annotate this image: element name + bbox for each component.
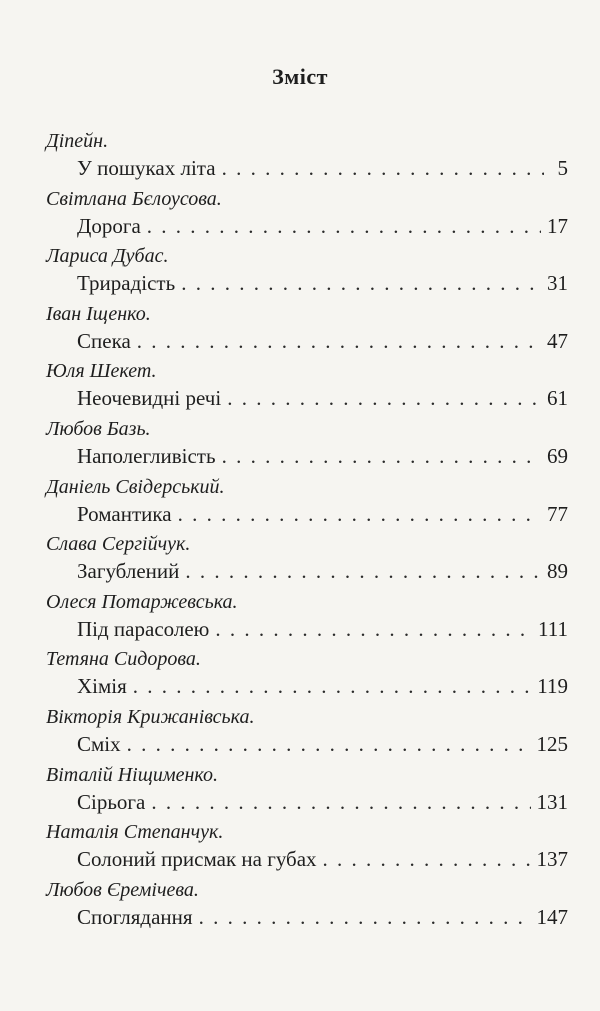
toc-page-number: 5 — [557, 156, 568, 180]
toc-entry — [46, 128, 568, 186]
dot-leader — [199, 903, 531, 932]
toc-author: Лариса Дубас. — [46, 245, 169, 268]
toc-line — [77, 615, 568, 644]
table-of-contents — [46, 128, 568, 934]
toc-story-title: Романтика — [77, 501, 172, 526]
toc-story-title: Загублений — [77, 559, 180, 584]
toc-page-number: 125 — [536, 731, 568, 756]
toc-story-title: Спека — [77, 328, 131, 353]
toc-page-number: 61 — [547, 386, 568, 411]
toc-entry — [46, 589, 568, 647]
toc-author: Віталій Ніщименко. — [46, 763, 218, 786]
dot-leader — [151, 788, 530, 817]
toc-entry — [46, 762, 568, 820]
dot-leader — [147, 212, 541, 241]
dot-leader — [227, 384, 541, 413]
toc-entry — [46, 301, 568, 359]
toc-entry — [46, 186, 568, 244]
toc-line — [77, 557, 568, 586]
toc-page-number: 147 — [536, 904, 568, 929]
toc-line — [77, 327, 568, 356]
toc-story-title: Сміх — [77, 731, 121, 756]
toc-entry — [46, 819, 568, 877]
toc-entry — [46, 646, 568, 704]
toc-story-title: Неочевидні речі — [77, 386, 222, 411]
toc-author: Тетяна Сидорова. — [46, 648, 201, 671]
toc-story-title: Наполегливість — [77, 443, 216, 468]
toc-line — [77, 442, 568, 471]
toc-story-title: Солоний присмак на губах — [77, 847, 317, 872]
dot-leader — [181, 269, 541, 298]
dot-leader — [137, 327, 541, 356]
toc-story-title: Сірьога — [77, 789, 146, 814]
toc-page-number: 17 — [547, 213, 568, 238]
toc-entry — [46, 416, 568, 474]
toc-page-number: 111 — [538, 616, 568, 641]
toc-line — [77, 384, 568, 413]
toc-author: Вікторія Крижанівська. — [46, 705, 255, 728]
dot-leader — [215, 615, 532, 644]
toc-page-number: 137 — [536, 847, 568, 872]
toc-page-number: 69 — [547, 443, 568, 468]
toc-story-title: Дорога — [77, 213, 141, 238]
toc-entry — [46, 704, 568, 762]
toc-entry — [46, 531, 568, 589]
toc-line — [77, 672, 568, 701]
toc-story-title: Під парасолею — [77, 616, 210, 641]
toc-author: Олеся Потаржевська. — [46, 590, 238, 613]
toc-page-number: 31 — [547, 271, 568, 296]
dot-leader — [323, 845, 531, 874]
dot-leader — [185, 557, 541, 586]
toc-page-number: 89 — [547, 559, 568, 584]
toc-entry — [46, 243, 568, 301]
toc-author: Наталія Степанчук. — [46, 821, 224, 844]
dot-leader — [178, 500, 541, 529]
toc-story-title: У пошуках літа — [77, 156, 216, 180]
toc-line — [77, 269, 568, 298]
toc-author: Дiпейн. — [46, 130, 109, 152]
toc-entry — [46, 358, 568, 416]
dot-leader — [133, 672, 531, 701]
toc-line — [77, 845, 568, 874]
toc-story-title: Споглядання — [77, 904, 193, 929]
toc-entry — [46, 474, 568, 532]
toc-story-title: Хімія — [77, 674, 127, 699]
toc-author: Світлана Бєлоусова. — [46, 187, 222, 210]
toc-line — [77, 500, 568, 529]
toc-page-number: 131 — [536, 789, 568, 814]
toc-author: Любов Єремічева. — [46, 878, 199, 901]
dot-leader — [222, 154, 544, 183]
toc-author: Даніель Свідерський. — [46, 475, 225, 498]
toc-entry — [46, 877, 568, 935]
toc-line — [77, 730, 568, 759]
toc-line — [77, 212, 568, 241]
toc-line — [77, 903, 568, 932]
dot-leader — [127, 730, 531, 759]
toc-author: Любов Базь. — [46, 417, 151, 440]
page-title: Зміст — [272, 64, 328, 89]
toc-line — [77, 154, 568, 183]
toc-page-number: 47 — [547, 328, 568, 353]
toc-story-title: Трирадість — [77, 271, 176, 296]
toc-author: Іван Іщенко. — [46, 302, 151, 325]
toc-page-number: 119 — [537, 674, 568, 699]
dot-leader — [222, 442, 541, 471]
toc-author: Слава Сергійчук. — [46, 533, 191, 556]
toc-author: Юля Шекет. — [46, 360, 157, 383]
toc-line — [77, 788, 568, 817]
toc-page-number: 77 — [547, 501, 568, 526]
